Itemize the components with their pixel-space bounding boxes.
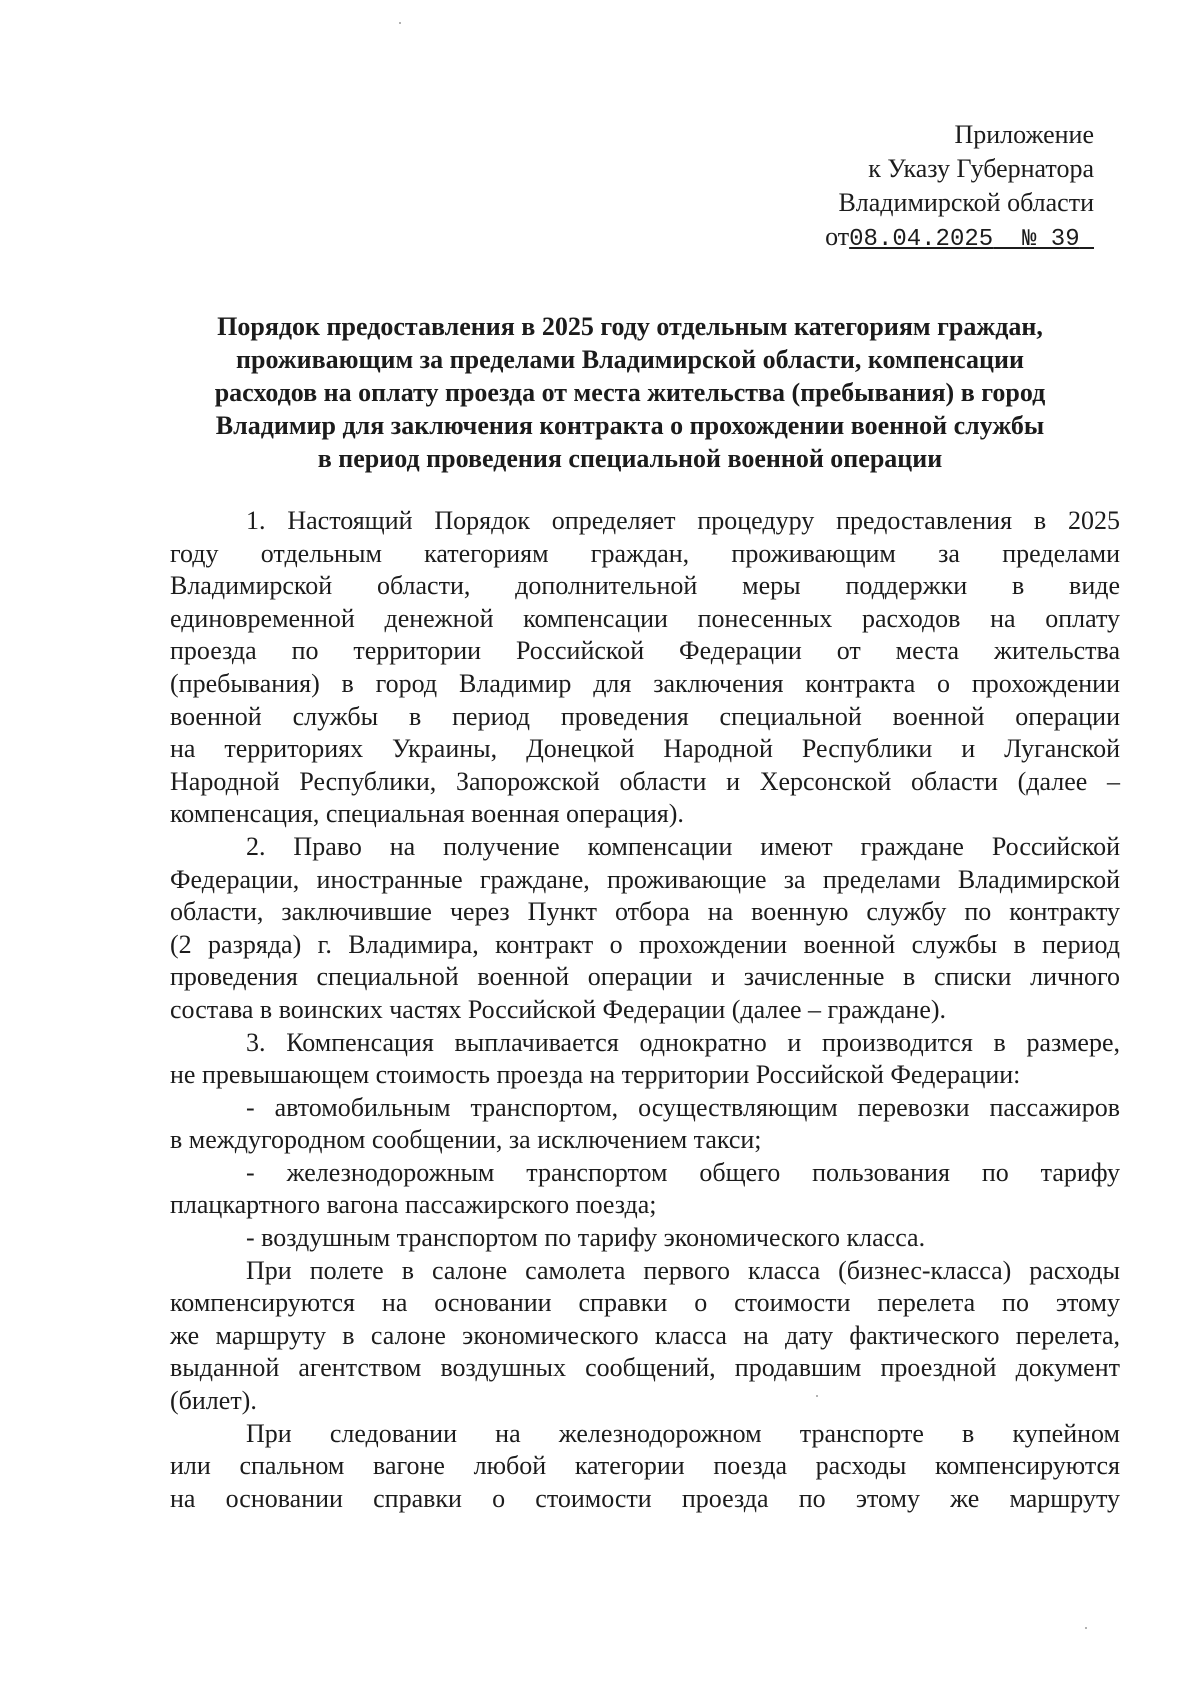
body-line: области, заключившие через Пункт отбора на военную службу по контракту [170, 897, 1120, 927]
date-prefix: от [825, 222, 850, 251]
body-line: (2 разряда) г. Владимира, контракт о прохождении военной службы в период [170, 929, 1120, 959]
body-line: Владимирской области, дополнительной меры поддержки в виде [170, 571, 1120, 601]
body-line: 2. Право на получение компенсации имеют граждане Российской [246, 831, 1120, 861]
body-line: Народной Республики, Запорожской области и Херсонской области (далее – [170, 766, 1120, 796]
body-line: - железнодорожным транспортом общего пользования по тарифу [246, 1157, 1120, 1187]
title-line: Владимир для заключения контракта о прохождении военной службы [215, 411, 1045, 440]
body-line: или спальном вагоне любой категории поезда расходы компенсируются [170, 1451, 1120, 1481]
body-line: При полете в салоне самолета первого класса (бизнес-класса) расходы [246, 1255, 1120, 1285]
body-line: Федерации, иностранные граждане, проживающие за пределами Владимирской [170, 864, 1120, 894]
body-line: единовременной денежной компенсации понесенных расходов на оплату [170, 603, 1120, 633]
annex-region: Владимирской области [838, 188, 1094, 217]
body-line: (билет). [170, 1386, 257, 1416]
body-line: на территориях Украины, Донецкой Народной Республики и Луганской [170, 734, 1120, 764]
document-title [160, 310, 1100, 475]
document-body [170, 505, 1120, 1515]
title-line: расходов на оплату проезда от места жительства (пребывания) в город [214, 378, 1046, 407]
body-line: проведения специальной военной операции и зачисленные в списки личного [170, 962, 1120, 992]
scan-speck [1085, 1627, 1087, 1629]
body-line: плацкартного вагона пассажирского поезда; [170, 1190, 657, 1220]
body-line: в междугородном сообщении, за исключением такси; [170, 1125, 762, 1155]
body-line: - воздушным транспортом по тарифу экономического класса. [246, 1223, 926, 1253]
body-line: компенсируются на основании справки о стоимости перелета по этому [170, 1288, 1120, 1318]
body-line: 1. Настоящий Порядок определяет процедуру предоставления в 2025 [246, 506, 1120, 535]
body-line: - автомобильным транспортом, осуществляющим перевозки пассажиров [246, 1092, 1120, 1122]
annex-date-line [825, 220, 1094, 257]
decree-number: № 39 [1021, 226, 1080, 253]
body-line: военной службы в период проведения специальной военной операции [170, 701, 1120, 731]
title-line: в период проведения специальной военной операции [317, 444, 943, 473]
body-line: При следовании на железнодорожном транспорте в купейном [246, 1418, 1120, 1448]
annex-title: Приложение [954, 120, 1094, 149]
body-line: состава в воинских частях Российской Федерации (далее – граждане). [170, 994, 947, 1024]
body-line: не превышающем стоимость проезда на территории Российской Федерации: [170, 1060, 1021, 1090]
body-line: выданной агентством воздушных сообщений, продавшим проездной документ [170, 1353, 1120, 1383]
body-line: на основании справки о стоимости проезда по этому же маршруту [170, 1483, 1120, 1513]
body-line: году отдельным категориям граждан, проживающим за пределами [170, 538, 1120, 568]
title-line: проживающим за пределами Владимирской области, компенсации [236, 345, 1024, 374]
annex-reference: к Указу Губернатора [868, 154, 1094, 183]
body-line: 3. Компенсация выплачивается однократно и производится в размере, [246, 1027, 1120, 1057]
title-line: Порядок предоставления в 2025 году отдельным категориям граждан, [217, 312, 1043, 341]
annex-block [825, 118, 1094, 257]
decree-date: 08.04.2025 [849, 226, 994, 253]
body-line: проезда по территории Российской Федерации от места жительства [170, 636, 1120, 666]
body-line: (пребывания) в город Владимир для заключения контракта о прохождении [170, 668, 1120, 698]
body-line: компенсация, специальная военная операция). [170, 799, 684, 829]
scan-speck [399, 22, 401, 24]
body-line: же маршруту в салоне экономического класса на дату фактического перелета, [170, 1320, 1120, 1350]
